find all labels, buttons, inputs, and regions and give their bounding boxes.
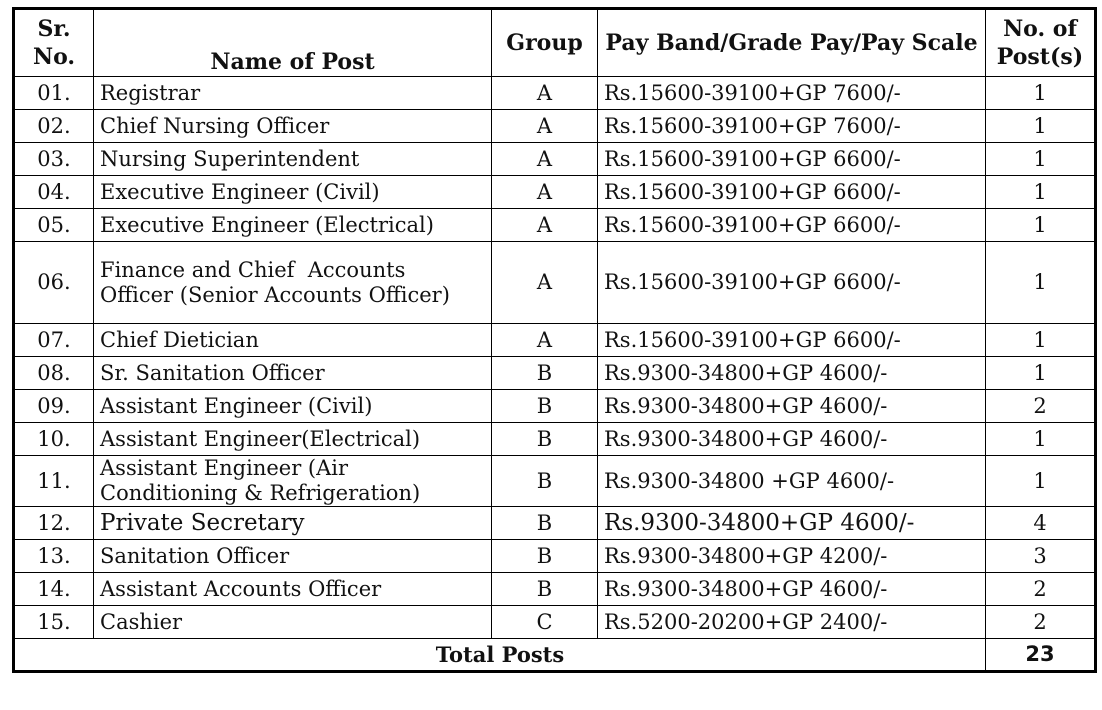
table-row (14, 324, 1096, 357)
post-name-cell: Private Secretary (94, 507, 492, 540)
pay-band-cell: Rs.9300-34800+GP 4600/- (598, 390, 986, 423)
header-name-of-post: Name of Post (94, 9, 492, 77)
table-row (14, 77, 1096, 110)
table-row (14, 540, 1096, 573)
posts-count-cell: 1 (986, 110, 1096, 143)
posts-count-cell: 1 (986, 423, 1096, 456)
posts-count-cell: 1 (986, 77, 1096, 110)
group-cell: B (492, 423, 598, 456)
pay-band-cell: Rs.15600-39100+GP 7600/- (598, 77, 986, 110)
total-posts-label: Total Posts (14, 639, 986, 672)
sr-no-cell: 14. (14, 573, 94, 606)
sr-no-cell: 12. (14, 507, 94, 540)
table-row (14, 507, 1096, 540)
table-row (14, 423, 1096, 456)
posts-count-cell: 1 (986, 176, 1096, 209)
posts-count-cell: 1 (986, 324, 1096, 357)
table-row (14, 357, 1096, 390)
group-cell: A (492, 143, 598, 176)
sr-no-cell: 07. (14, 324, 94, 357)
posts-count-cell: 2 (986, 573, 1096, 606)
group-cell: B (492, 573, 598, 606)
post-name-cell: Assistant Accounts Officer (94, 573, 492, 606)
pay-band-cell: Rs.9300-34800+GP 4600/- (598, 423, 986, 456)
table-row (14, 573, 1096, 606)
posts-count-cell: 1 (986, 357, 1096, 390)
post-name-cell: Executive Engineer (Electrical) (94, 209, 492, 242)
sr-no-cell: 10. (14, 423, 94, 456)
post-name-cell: Registrar (94, 77, 492, 110)
sr-no-cell: 09. (14, 390, 94, 423)
sr-no-cell: 06. (14, 242, 94, 324)
pay-band-cell: Rs.15600-39100+GP 6600/- (598, 324, 986, 357)
sr-no-cell: 02. (14, 110, 94, 143)
sr-no-cell: 08. (14, 357, 94, 390)
group-cell: B (492, 540, 598, 573)
post-name-cell: Nursing Superintendent (94, 143, 492, 176)
table-row (14, 143, 1096, 176)
sr-no-cell: 15. (14, 606, 94, 639)
group-cell: B (492, 456, 598, 507)
table-row (14, 176, 1096, 209)
posts-count-cell: 1 (986, 242, 1096, 324)
group-cell: B (492, 507, 598, 540)
header-group: Group (492, 9, 598, 77)
posts-count-cell: 1 (986, 456, 1096, 507)
posts-table (12, 7, 1097, 673)
total-posts-value: 23 (986, 639, 1096, 672)
posts-count-cell: 2 (986, 390, 1096, 423)
pay-band-cell: Rs.5200-20200+GP 2400/- (598, 606, 986, 639)
header-no-of-posts: No. of Post(s) (986, 9, 1096, 77)
header-pay-band: Pay Band/Grade Pay/Pay Scale (598, 9, 986, 77)
table-row (14, 110, 1096, 143)
group-cell: B (492, 390, 598, 423)
pay-band-cell: Rs.15600-39100+GP 7600/- (598, 110, 986, 143)
total-row (14, 639, 1096, 672)
table-row (14, 456, 1096, 507)
header-sr-no: Sr. No. (14, 9, 94, 77)
pay-band-cell: Rs.15600-39100+GP 6600/- (598, 209, 986, 242)
sr-no-cell: 04. (14, 176, 94, 209)
pay-band-cell: Rs.15600-39100+GP 6600/- (598, 143, 986, 176)
pay-band-cell: Rs.9300-34800+GP 4200/- (598, 540, 986, 573)
pay-band-cell: Rs.15600-39100+GP 6600/- (598, 242, 986, 324)
table-row (14, 242, 1096, 324)
group-cell: C (492, 606, 598, 639)
pay-band-cell: Rs.9300-34800+GP 4600/- (598, 357, 986, 390)
post-name-cell: Chief Dietician (94, 324, 492, 357)
post-name-cell: Sr. Sanitation Officer (94, 357, 492, 390)
sr-no-cell: 11. (14, 456, 94, 507)
group-cell: A (492, 176, 598, 209)
table-row (14, 209, 1096, 242)
post-name-cell: Assistant Engineer (Air Conditioning & Refrigeration) (94, 456, 492, 507)
post-name-cell: Finance and Chief Accounts Officer (Senior Accounts Officer) (94, 242, 492, 324)
posts-count-cell: 4 (986, 507, 1096, 540)
pay-band-cell: Rs.9300-34800+GP 4600/- (598, 507, 986, 540)
sr-no-cell: 03. (14, 143, 94, 176)
sr-no-cell: 13. (14, 540, 94, 573)
posts-count-cell: 1 (986, 143, 1096, 176)
post-name-cell: Assistant Engineer (Civil) (94, 390, 492, 423)
pay-band-cell: Rs.9300-34800+GP 4600/- (598, 573, 986, 606)
group-cell: A (492, 242, 598, 324)
group-cell: B (492, 357, 598, 390)
posts-count-cell: 1 (986, 209, 1096, 242)
pay-band-cell: Rs.9300-34800 +GP 4600/- (598, 456, 986, 507)
post-name-cell: Executive Engineer (Civil) (94, 176, 492, 209)
table-row (14, 390, 1096, 423)
group-cell: A (492, 209, 598, 242)
sr-no-cell: 01. (14, 77, 94, 110)
sr-no-cell: 05. (14, 209, 94, 242)
post-name-cell: Sanitation Officer (94, 540, 492, 573)
posts-count-cell: 3 (986, 540, 1096, 573)
post-name-cell: Cashier (94, 606, 492, 639)
post-name-cell: Assistant Engineer(Electrical) (94, 423, 492, 456)
posts-count-cell: 2 (986, 606, 1096, 639)
group-cell: A (492, 324, 598, 357)
table-row (14, 606, 1096, 639)
post-name-cell: Chief Nursing Officer (94, 110, 492, 143)
pay-band-cell: Rs.15600-39100+GP 6600/- (598, 176, 986, 209)
table-header-row (14, 9, 1096, 77)
group-cell: A (492, 110, 598, 143)
group-cell: A (492, 77, 598, 110)
